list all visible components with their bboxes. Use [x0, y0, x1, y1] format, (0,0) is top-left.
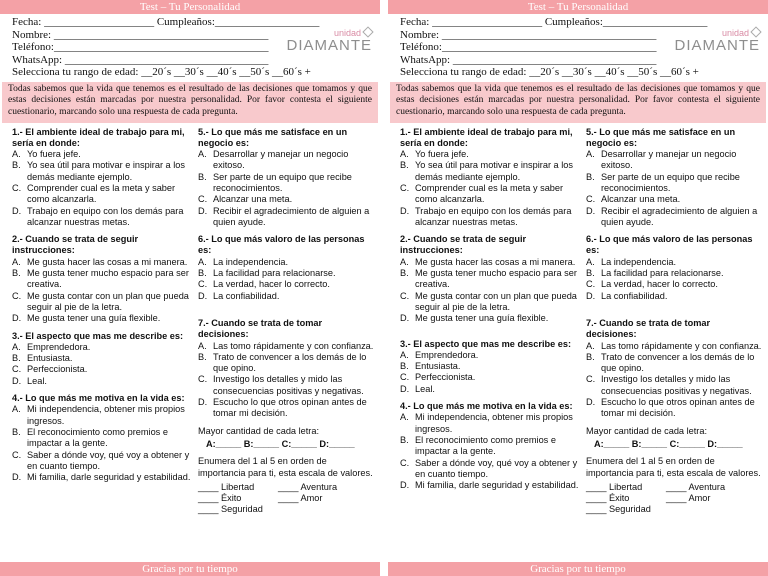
mayor-cantidad-label: Mayor cantidad de cada letra:	[197, 425, 320, 436]
question-title: 2.- Cuando se trata de seguir instrucciones:	[12, 234, 139, 256]
telefono-field[interactable]: Teléfono:_______________________________________	[400, 41, 657, 53]
option-a[interactable]: A. Las tomo rápidamente y con confianza.	[197, 340, 374, 351]
questionnaire-sheet-right	[388, 0, 768, 576]
logo-bottom-text: DIAMANTE	[286, 37, 372, 54]
option-c[interactable]: C. Comprender cual es la meta y saber como alcanzarla.	[12, 182, 176, 205]
scale-aventura[interactable]: ____ Aventura	[277, 481, 338, 492]
option-a[interactable]: A. Me gusta hacer las cosas a mi manera.	[12, 256, 188, 267]
option-c[interactable]: C. La verdad, hacer lo correcto.	[585, 279, 718, 290]
question-7	[586, 318, 762, 420]
logo-bottom-text: DIAMANTE	[674, 37, 760, 54]
footer-bar: Gracias por tu tiempo	[0, 562, 380, 576]
question-6	[586, 234, 762, 302]
questions-column-right	[586, 127, 762, 516]
questionnaire-sheet-left	[0, 0, 380, 576]
whatsapp-field[interactable]: WhatsApp: _____________________________________	[400, 53, 657, 66]
option-c[interactable]: C. Investigo los detalles y mido las consecuencias positivas y negativas.	[197, 374, 364, 396]
question-title: 7.- Cuando se trata de tomar decisiones:	[585, 317, 711, 340]
footer-bar: Gracias por tu tiempo	[388, 562, 768, 576]
option-c[interactable]: C. Me gusta contar con un plan que pueda seguir al pie de la letra.	[400, 290, 577, 312]
option-b[interactable]: B. Entusiasta.	[400, 361, 461, 372]
values-scale	[198, 482, 374, 516]
question-3	[400, 339, 580, 395]
option-d[interactable]: D. Me gusta tener una guía flexible.	[400, 313, 549, 324]
option-b[interactable]: B. El reconocimiento como premios e impactar a la gente.	[12, 426, 168, 449]
edad-field[interactable]: Selecciona tu rango de edad: __20´s __30´s __40´s __50´s __60´s +	[12, 66, 311, 78]
mayor-cantidad-label: Mayor cantidad de cada letra:	[585, 425, 708, 436]
question-title: 3.- El aspecto que mas me describe es:	[12, 330, 184, 341]
option-a[interactable]: A. Desarrollar y manejar un negocio exitoso.	[197, 149, 349, 171]
option-c[interactable]: C. La verdad, hacer lo correcto.	[197, 279, 330, 290]
option-a[interactable]: A. Yo fuera jefe.	[12, 149, 81, 160]
option-d[interactable]: D. Mi familia, darle seguridad y estabilidad.	[400, 480, 579, 491]
option-c[interactable]: C. Saber a dónde voy, qué voy a obtener y en cuanto tiempo.	[12, 449, 190, 471]
scale-exito[interactable]: ____ Éxito	[197, 493, 242, 504]
option-a[interactable]: A. Las tomo rápidamente y con confianza.	[585, 340, 762, 351]
diamond-icon	[750, 26, 761, 37]
option-b[interactable]: B. La facilidad para relacionarse.	[197, 268, 336, 279]
question-title: 6.- Lo que más valoro de las personas es:	[197, 234, 365, 256]
option-d[interactable]: D. Escucho lo que otros opinan antes de tomar mi decisión.	[197, 397, 367, 419]
fecha-field[interactable]: Fecha: ____________________ Cumpleaños:___________________	[12, 16, 320, 28]
option-c[interactable]: C. Saber a dónde voy, qué voy a obtener y en cuanto tiempo.	[400, 457, 578, 479]
edad-field[interactable]: Selecciona tu rango de edad: __20´s __30´s __40´s __50´s __60´s +	[400, 66, 699, 78]
option-b[interactable]: B. El reconocimiento como premios e impactar a la gente.	[400, 434, 556, 457]
question-1	[12, 127, 192, 229]
intro-text: Todas sabemos que la vida que tenemos es el resultado de las decisiones que tomamos y que estas decisiones están marcadas por nuestra personalidad. Por favor contesta el siguiente cuestionario, marcando solo una respuesta de cada pregunta.	[2, 82, 378, 123]
option-c[interactable]: C. Perfeccionista.	[400, 372, 476, 383]
scale-libertad[interactable]: ____ Libertad	[197, 481, 255, 492]
enumera-instructions: Enumera del 1 al 5 en orden de importancia para ti, esta escala de valores.	[197, 456, 373, 478]
question-4	[12, 393, 192, 483]
question-3	[12, 331, 192, 387]
nombre-field[interactable]: Nombre: _______________________________________	[400, 28, 657, 41]
question-title: 5.- Lo que más me satisface en un negocio es:	[197, 126, 348, 148]
fecha-field[interactable]: Fecha: ____________________ Cumpleaños:___________________	[400, 16, 708, 28]
question-title: 4.- Lo que más me motiva en la vida es:	[400, 401, 573, 412]
option-d[interactable]: D. Me gusta tener una guía flexible.	[12, 313, 161, 324]
option-a[interactable]: A. Emprendedora.	[12, 341, 91, 352]
nombre-field[interactable]: Nombre: _______________________________________	[12, 28, 269, 41]
telefono-field[interactable]: Teléfono:_______________________________________	[12, 41, 269, 53]
scale-amor[interactable]: ____ Amor	[665, 493, 711, 504]
option-a[interactable]: A. Mi independencia, obtener mis propios ingresos.	[400, 412, 573, 434]
scale-seguridad[interactable]: ____ Seguridad	[585, 504, 651, 515]
scale-amor[interactable]: ____ Amor	[277, 493, 323, 504]
option-d[interactable]: D. Leal.	[400, 383, 435, 394]
option-a[interactable]: A. Yo fuera jefe.	[400, 149, 469, 160]
logo-top-text: unidad	[333, 28, 361, 38]
option-b[interactable]: B. Ser parte de un equipo que recibe reconocimientos.	[585, 171, 740, 193]
questions	[388, 127, 768, 516]
option-c[interactable]: C. Perfeccionista.	[12, 364, 88, 375]
scale-seguridad[interactable]: ____ Seguridad	[197, 504, 263, 515]
option-b[interactable]: B. Trato de convencer a los demás de lo que opino.	[197, 351, 367, 374]
option-d[interactable]: D. Recibir el agradecimiento de alguien a quien ayude.	[197, 205, 370, 227]
option-b[interactable]: B. Ser parte de un equipo que recibe reconocimientos.	[197, 171, 352, 193]
enumera-instructions: Enumera del 1 al 5 en orden de importancia para ti, esta escala de valores.	[585, 456, 761, 478]
header-bar: Test – Tu Personalidad	[388, 0, 768, 14]
option-c[interactable]: C. Comprender cual es la meta y saber como alcanzarla.	[400, 182, 564, 205]
option-b[interactable]: B. La facilidad para relacionarse.	[585, 268, 724, 279]
intro-text: Todas sabemos que la vida que tenemos es el resultado de las decisiones que tomamos y que estas decisiones están marcadas por nuestra personalidad. Por favor contesta el siguiente cuestionario, marcando solo una respuesta de cada pregunta.	[390, 82, 766, 123]
option-b[interactable]: B. Entusiasta.	[12, 353, 73, 364]
option-a[interactable]: A. Desarrollar y manejar un negocio exitoso.	[585, 149, 737, 171]
question-2	[12, 234, 192, 324]
option-a[interactable]: A. La independencia.	[197, 256, 289, 267]
letter-totals[interactable]: A:_____ B:_____ C:_____ D:_____	[593, 438, 743, 449]
option-d[interactable]: D. Trabajo en equipo con los demás para alcanzar nuestras metas.	[400, 205, 572, 227]
questions-column-right	[198, 127, 374, 516]
option-c[interactable]: C. Alcanzar una meta.	[197, 194, 293, 205]
question-title: 3.- El aspecto que mas me describe es:	[400, 338, 572, 349]
question-5	[586, 127, 762, 229]
question-7	[198, 318, 374, 420]
diamond-icon	[362, 26, 373, 37]
form-fields	[0, 14, 380, 79]
question-1	[400, 127, 580, 229]
question-2	[400, 234, 580, 324]
question-title: 4.- Lo que más me motiva en la vida es:	[12, 393, 185, 404]
option-d[interactable]: D. Leal.	[12, 375, 47, 386]
unidad-diamante-logo	[674, 28, 760, 53]
option-b[interactable]: B. Trato de convencer a los demás de lo que opino.	[585, 351, 755, 374]
question-5	[198, 127, 374, 229]
option-d[interactable]: D. La confiabilidad.	[585, 290, 668, 301]
scale-libertad[interactable]: ____ Libertad	[585, 481, 643, 492]
question-title: 1.- El ambiente ideal de trabajo para mi, sería en donde:	[400, 126, 573, 148]
scale-aventura[interactable]: ____ Aventura	[665, 481, 726, 492]
option-d[interactable]: D. Recibir el agradecimiento de alguien a quien ayude.	[585, 205, 758, 227]
option-b[interactable]: B. Yo sea útil para motivar e inspirar a los demás mediante ejemplo.	[400, 160, 573, 182]
form-fields	[388, 14, 768, 79]
option-c[interactable]: C. Investigo los detalles y mido las consecuencias positivas y negativas.	[585, 374, 752, 396]
questions-column-left	[12, 127, 192, 516]
question-title: 1.- El ambiente ideal de trabajo para mi, sería en donde:	[12, 126, 185, 148]
option-a[interactable]: A. La independencia.	[585, 256, 677, 267]
scale-exito[interactable]: ____ Éxito	[585, 493, 630, 504]
option-d[interactable]: D. Trabajo en equipo con los demás para alcanzar nuestras metas.	[12, 205, 184, 227]
option-a[interactable]: A. Mi independencia, obtener mis propios ingresos.	[12, 404, 185, 426]
option-b[interactable]: B. Me gusta tener mucho espacio para ser creativa.	[400, 268, 577, 290]
questions	[0, 127, 380, 516]
whatsapp-field[interactable]: WhatsApp: _____________________________________	[12, 53, 269, 66]
unidad-diamante-logo	[286, 28, 372, 53]
header-bar: Test – Tu Personalidad	[0, 0, 380, 14]
question-6	[198, 234, 374, 302]
option-c[interactable]: C. Alcanzar una meta.	[585, 194, 681, 205]
option-b[interactable]: B. Me gusta tener mucho espacio para ser creativa.	[12, 268, 189, 290]
question-title: 5.- Lo que más me satisface en un negocio es:	[585, 126, 736, 148]
letter-totals[interactable]: A:_____ B:_____ C:_____ D:_____	[205, 438, 355, 449]
values-scale	[586, 482, 762, 516]
option-a[interactable]: A. Me gusta hacer las cosas a mi manera.	[400, 256, 576, 267]
option-c[interactable]: C. Me gusta contar con un plan que pueda seguir al pie de la letra.	[12, 290, 189, 312]
question-4	[400, 401, 580, 491]
logo-top-text: unidad	[721, 28, 749, 38]
option-d[interactable]: D. Mi familia, darle seguridad y estabilidad.	[12, 472, 191, 483]
question-title: 7.- Cuando se trata de tomar decisiones:	[197, 317, 323, 340]
option-a[interactable]: A. Emprendedora.	[400, 349, 479, 360]
option-d[interactable]: D. Escucho lo que otros opinan antes de tomar mi decisión.	[585, 397, 755, 419]
question-title: 6.- Lo que más valoro de las personas es:	[585, 234, 753, 256]
option-b[interactable]: B. Yo sea útil para motivar e inspirar a los demás mediante ejemplo.	[12, 160, 185, 182]
option-d[interactable]: D. La confiabilidad.	[197, 290, 280, 301]
questions-column-left	[400, 127, 580, 516]
question-title: 2.- Cuando se trata de seguir instrucciones:	[400, 234, 527, 256]
